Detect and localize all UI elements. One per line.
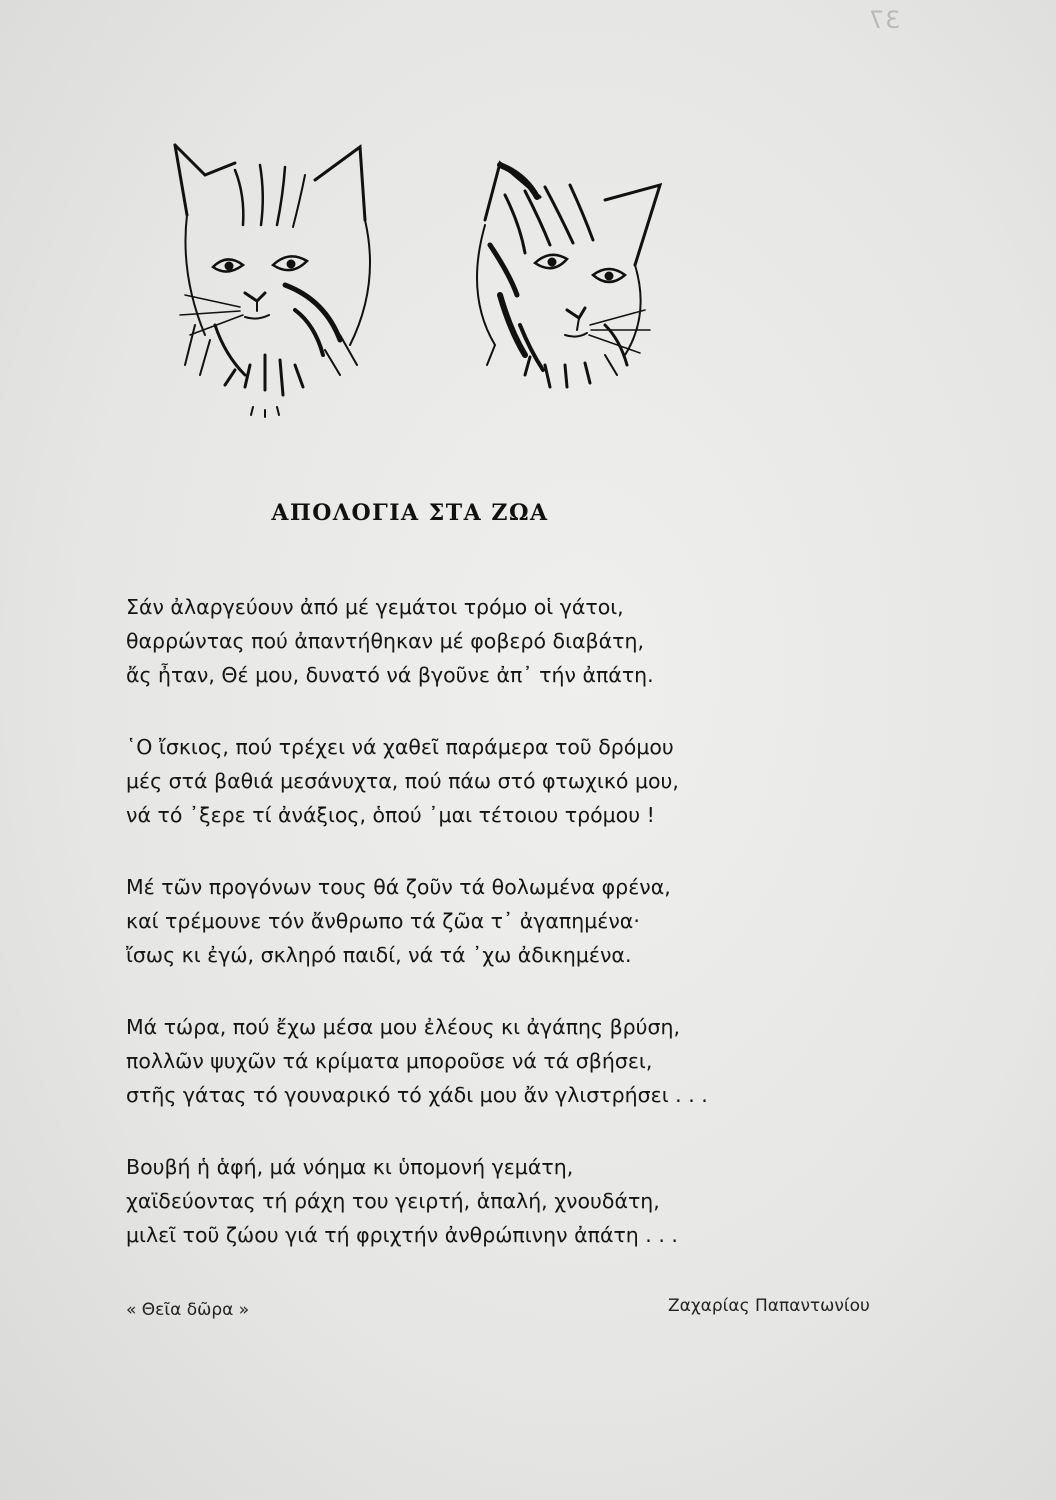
- cat-head-right-icon: [477, 163, 660, 387]
- poem-source: « Θεῖα δῶρα »: [126, 1300, 250, 1320]
- poem-body: [126, 590, 926, 1290]
- verse-line: ἴσως κι ἐγώ, σκληρό παιδί, νά τά ᾽χω ἀδικημένα.: [126, 943, 632, 967]
- verse-line: Μά τώρα, πού ἔχω μέσα μου ἐλέους κι ἀγάπης βρύση,: [126, 1015, 681, 1039]
- verse-line: μές στά βαθιά μεσάνυχτα, πού πάω στό φτωχικό μου,: [126, 769, 679, 793]
- stanza-2: [126, 730, 926, 832]
- verse-line: καί τρέμουνε τόν ἄνθρωπο τά ζῶα τ᾽ ἀγαπημένα·: [126, 909, 640, 933]
- verse-line: νά τό ᾽ξερε τί ἀνάξιος, ὁπού ᾽μαι τέτοιου τρόμου !: [126, 803, 655, 827]
- verse-line: Βουβή ἡ ἁφή, μά νόημα κι ὑπομονή γεμάτη,: [126, 1155, 574, 1179]
- verse-line: θαρρώντας πού ἀπαντήθηκαν μέ φοβερό διαβάτη,: [126, 629, 644, 653]
- cat-illustration: [165, 125, 670, 425]
- poem-author: Ζαχαρίας Παπαντωνίου: [668, 1296, 870, 1316]
- verse-line: πολλῶν ψυχῶν τά κρίματα μποροῦσε νά τά σβήσει,: [126, 1049, 653, 1073]
- cat-head-left-icon: [175, 145, 370, 417]
- verse-line: χαϊδεύοντας τή ράχη του γειρτή, ἁπαλή, χνουδάτη,: [126, 1189, 660, 1213]
- poem-title: ΑΠΟΛΟΓΙΑ ΣΤΑ ΖΩΑ: [271, 500, 549, 526]
- stanza-4: [126, 1010, 926, 1112]
- stanza-3: [126, 870, 926, 972]
- verse-line: ῾Ο ἴσκιος, πού τρέχει νά χαθεῖ παράμερα τοῦ δρόμου: [126, 735, 674, 759]
- verse-line: Σάν ἀλαργεύουν ἀπό μέ γεμάτοι τρόμο οἱ γάτοι,: [126, 595, 624, 619]
- stanza-1: [126, 590, 926, 692]
- verse-line: μιλεῖ τοῦ ζώου γιά τή φριχτήν ἀνθρώπινην ἀπάτη . . .: [126, 1223, 678, 1247]
- page-number-bleedthrough: 37: [868, 6, 901, 34]
- verse-line: Μέ τῶν προγόνων τους θά ζοῦν τά θολωμένα φρένα,: [126, 875, 671, 899]
- stanza-5: [126, 1150, 926, 1252]
- verse-line: ἄς ἦταν, Θέ μου, δυνατό νά βγοῦνε ἀπ᾽ τήν ἀπάτη.: [126, 663, 654, 687]
- verse-line: στῆς γάτας τό γουναρικό τό χάδι μου ἄν γλιστρήσει . . .: [126, 1083, 708, 1107]
